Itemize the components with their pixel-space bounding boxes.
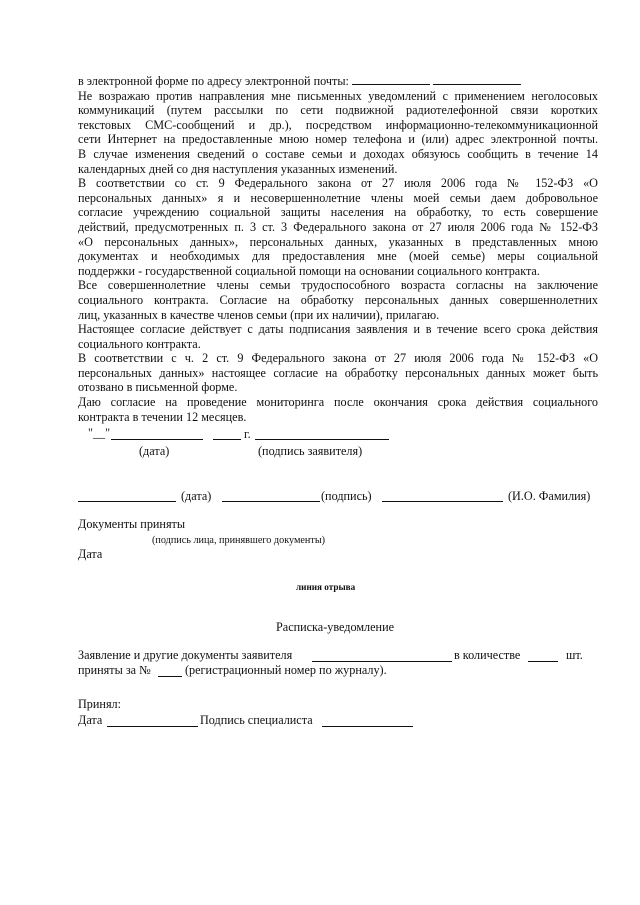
consent-line-20: В соответствии с ч. 2 ст. 9 Федерального закона от 27 июля 2006 года № 152-ФЗ «О bbox=[78, 351, 598, 366]
consent-line-16: социального контракта. Согласие на обработку персональных данных совершеннолетних bbox=[78, 292, 598, 307]
second-sign-date-blank[interactable] bbox=[78, 501, 176, 502]
consent-line-24: контракта в течении 12 месяцев. bbox=[78, 409, 247, 424]
consent-line-9: персональных данных» я и несовершеннолетние члены моей семьи даем добровольное bbox=[78, 190, 598, 205]
email-blank-2[interactable] bbox=[433, 73, 521, 85]
consent-line-7: календарных дней со дня наступления указанных изменений. bbox=[78, 161, 398, 176]
consent-line-5: сети Интернет на предоставленные мною номер телефона и (или) адрес электронной почты. bbox=[78, 132, 598, 147]
consent-line-1: в электронной форме по адресу электронной почты: bbox=[78, 73, 598, 89]
quantity-blank[interactable] bbox=[528, 661, 558, 662]
second-signature-blank[interactable] bbox=[222, 501, 320, 502]
consent-line-13: документах и необходимых для предоставления мне (моей семье) меры социальной bbox=[78, 249, 598, 264]
consent-line-3: коммуникаций (путем рассылки по сети подвижной радиотелефонной связи коротких bbox=[78, 103, 598, 118]
date-day-month-blank[interactable] bbox=[111, 439, 203, 440]
consent-line-18: Настоящее согласие действует с даты подписания заявления и в течение всего срока действия bbox=[78, 322, 598, 337]
consent-line-15: Все совершеннолетние члены семьи трудоспособного возраста согласны на заключение bbox=[78, 278, 598, 293]
documents-accepted-label: Документы приняты bbox=[78, 517, 186, 531]
consent-line-14: поддержки - государственной социальной помощи на основании социального контракта. bbox=[78, 263, 540, 278]
second-signature-label: (подпись) bbox=[321, 489, 372, 503]
applicant-signature-blank[interactable] bbox=[255, 439, 389, 440]
applicant-name-blank[interactable] bbox=[312, 661, 452, 662]
consent-line-12: «О персональных данных», персональных данных, указанных в представленных мною bbox=[78, 234, 598, 249]
consent-line-17: лиц, указанных в качестве членов семьи (при их наличии), прилагаю. bbox=[78, 307, 440, 322]
email-blank[interactable] bbox=[352, 73, 430, 85]
applicant-signature-label: (подпись заявителя) bbox=[258, 444, 363, 458]
consent-line-21: персональных данных» настоящее согласие на обработку персональных данных может быть bbox=[78, 365, 598, 380]
consent-line-23: Даю согласие на проведение мониторинга после окончания срока действия социального bbox=[78, 395, 598, 410]
consent-line-19: социального контракта. bbox=[78, 336, 201, 351]
documents-accepted-note: (подпись лица, принявшего документы) bbox=[152, 535, 326, 546]
year-suffix: г. bbox=[244, 427, 251, 441]
receipt-date-label: Дата bbox=[78, 713, 103, 727]
specialist-signature-blank[interactable] bbox=[322, 726, 413, 727]
documents-date-label: Дата bbox=[78, 547, 103, 561]
second-date-label: (дата) bbox=[181, 489, 212, 503]
consent-line-6: В случае изменения сведений о составе семьи и доходах обязуюсь сообщить в течение 14 bbox=[78, 146, 598, 161]
accepted-by-label: Принял: bbox=[78, 697, 122, 711]
date-year-blank[interactable] bbox=[213, 439, 241, 440]
receipt-quantity-label: в количестве bbox=[454, 648, 521, 662]
receipt-pieces-label: шт. bbox=[566, 648, 583, 662]
second-name-label: (И.О. Фамилия) bbox=[508, 489, 591, 503]
applicant-date-label: (дата) bbox=[139, 444, 170, 458]
receipt-line2-prefix: приняты за № bbox=[78, 663, 151, 677]
receipt-title: Расписка-уведомление bbox=[276, 620, 395, 634]
consent-line-4: текстовых СМС-сообщений и др.), посредством информационно-телекоммуникационной bbox=[78, 117, 598, 132]
registration-number-blank[interactable] bbox=[158, 676, 182, 677]
consent-line-2: Не возражаю против направления мне письменных уведомлений с применением неголосовых bbox=[78, 88, 598, 103]
consent-line-10: согласие учреждению социальной защиты населения на обработку, то есть совершение bbox=[78, 205, 598, 220]
date-quote-mark: "__" bbox=[88, 426, 111, 440]
second-name-blank[interactable] bbox=[382, 501, 503, 502]
consent-text bbox=[78, 73, 598, 424]
receipt-line1-prefix: Заявление и другие документы заявителя bbox=[78, 648, 293, 662]
consent-line-8: В соответствии со ст. 9 Федерального закона от 27 июля 2006 года № 152-ФЗ «О bbox=[78, 176, 598, 191]
receipt-date-blank[interactable] bbox=[107, 726, 198, 727]
consent-line-11: действий, предусмотренных п. 3 ст. 3 Федерального закона от 27 июля 2006 года № 152-ФЗ bbox=[78, 219, 598, 234]
specialist-signature-label: Подпись специалиста bbox=[200, 713, 313, 727]
consent-line-22: отозвано в письменной форме. bbox=[78, 380, 238, 395]
cut-line-label: линия отрыва bbox=[296, 582, 356, 592]
receipt-line2-suffix: (регистрационный номер по журналу). bbox=[185, 663, 387, 677]
